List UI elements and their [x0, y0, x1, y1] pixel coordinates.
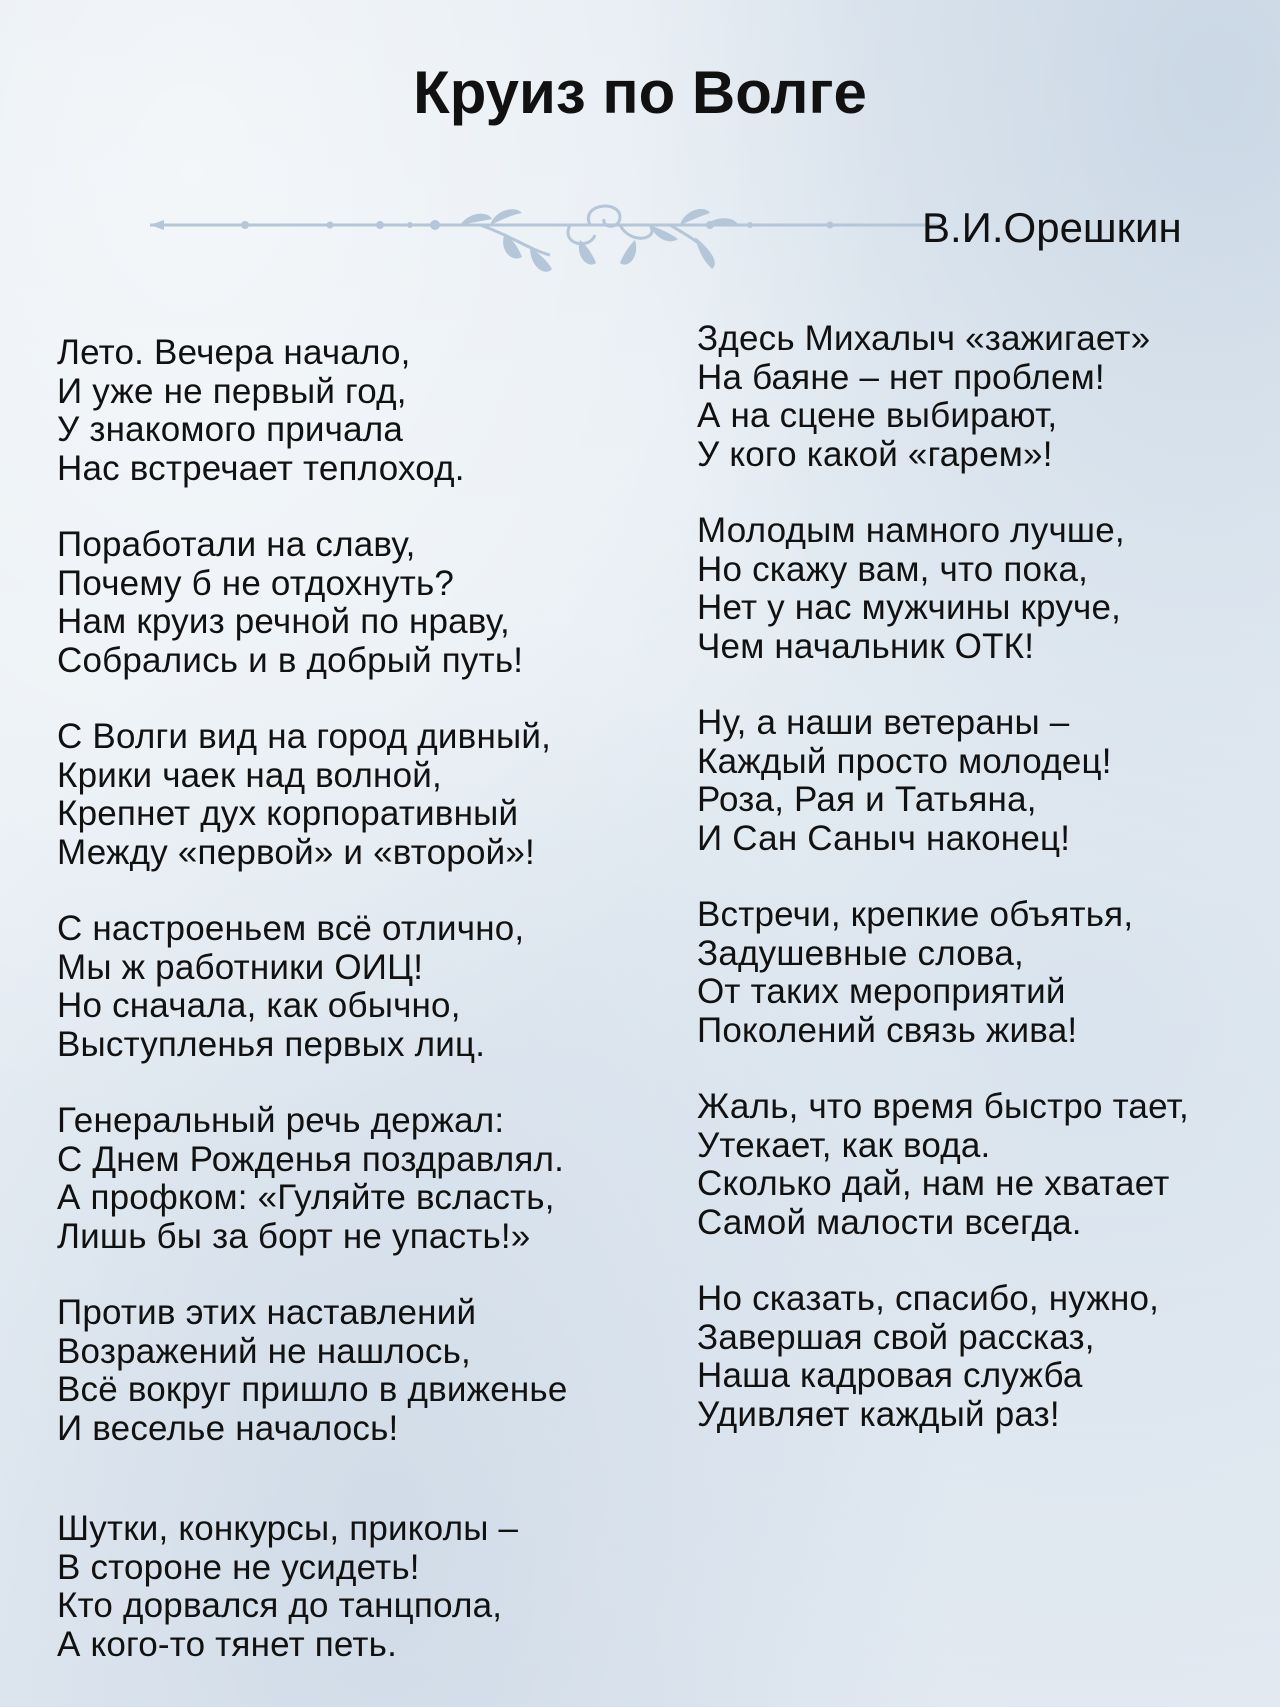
poem-line: А кого-то тянет петь. [57, 1624, 397, 1664]
poem-line: Почему б не отдохнуть? [57, 563, 455, 603]
poem-line: У кого какой «гарем»! [697, 434, 1053, 474]
poem-line: Сколько дай, нам не хватает [697, 1164, 1170, 1203]
poem-line: Но сказать, спасибо, нужно, [697, 1279, 1160, 1318]
poem-right-column [697, 320, 1277, 1472]
poem-line: И Сан Саныч наконец! [697, 818, 1071, 858]
poem-line: Роза, Рая и Татьяна, [697, 780, 1037, 819]
stanza [697, 896, 1277, 1050]
leaf-scroll-divider-icon [150, 195, 940, 295]
poem-line: Но сначала, как обычно, [57, 986, 461, 1025]
poem-line: Молодым намного лучше, [697, 511, 1125, 550]
stanza [57, 1294, 657, 1448]
stanza [697, 1088, 1277, 1242]
stanza [697, 320, 1277, 474]
stanza [697, 1280, 1277, 1434]
poem-line: На баяне – нет проблем! [697, 357, 1105, 397]
stanza [57, 910, 657, 1064]
poem-line: Чем начальник ОТК! [697, 626, 1035, 666]
poem-line: От таких мероприятий [697, 972, 1066, 1011]
poem-line: Завершая свой рассказ, [697, 1317, 1095, 1357]
poem-line: В стороне не усидеть! [57, 1547, 420, 1587]
poem-line: Задушевные слова, [697, 933, 1024, 973]
poem-line: С Днем Рожденья поздравлял. [57, 1139, 565, 1179]
poem-line: Против этих наставлений [57, 1293, 477, 1332]
poem-line: Лишь бы за борт не упасть!» [57, 1216, 531, 1256]
poem-line: Крики чаек над волной, [57, 755, 442, 795]
stanza [57, 526, 657, 680]
poem-line: Лето. Вечера начало, [57, 333, 411, 372]
poem-line: Между «первой» и «второй»! [57, 832, 535, 872]
poem-line: И веселье началось! [57, 1408, 399, 1448]
poem-line: У знакомого причала [57, 410, 404, 449]
poem-line: Крепнет дух корпоративный [57, 794, 519, 833]
poem-line: Нет у нас мужчины круче, [697, 588, 1122, 627]
poem-line: Нас встречает теплоход. [57, 448, 465, 488]
poem-line: Ну, а наши ветераны – [697, 703, 1070, 742]
poem-line: Жаль, что время быстро тает, [697, 1087, 1189, 1126]
poem-line: Шутки, конкурсы, приколы – [57, 1509, 519, 1548]
poem-line: Мы ж работники ОИЦ! [57, 947, 424, 987]
poem-line: Но скажу вам, что пока, [697, 549, 1089, 589]
poem-line: А на сцене выбирают, [697, 396, 1058, 435]
poem-line: Нам круиз речной по нраву, [57, 602, 510, 641]
poem-line: Поколений связь жива! [697, 1010, 1078, 1050]
poem-line: Здесь Михалыч «зажигает» [697, 319, 1151, 358]
poem-line: Кто дорвался до танцпола, [57, 1586, 503, 1625]
poem-line: Поработали на славу, [57, 525, 416, 564]
poem-line: Наша кадровая служба [697, 1356, 1083, 1395]
poem-line: Выступленья первых лиц. [57, 1024, 486, 1064]
page-title: Круиз по Волге [413, 59, 867, 126]
poem-line: Утекает, как вода. [697, 1125, 991, 1165]
stanza [57, 1102, 657, 1256]
poem-left-column [57, 334, 657, 1702]
poem-line: А профком: «Гуляйте всласть, [57, 1178, 555, 1217]
stanza [697, 512, 1277, 666]
poem-line: С настроеньем всё отлично, [57, 909, 525, 948]
poem-line: Собрались и в добрый путь! [57, 640, 524, 680]
stanza [57, 1510, 657, 1664]
stanza [57, 334, 657, 488]
poem-line: Удивляет каждый раз! [697, 1394, 1060, 1434]
poem-line: Возражений не нашлось, [57, 1331, 471, 1371]
poem-line: Самой малости всегда. [697, 1202, 1082, 1242]
poem-line: Каждый просто молодец! [697, 741, 1112, 781]
poem-line: С Волги вид на город дивный, [57, 717, 552, 756]
poem-line: И уже не первый год, [57, 371, 407, 411]
author-name: В.И.Орешкин [922, 204, 1182, 251]
poem-line: Генеральный речь держал: [57, 1101, 505, 1140]
poem-line: Встречи, крепкие объятья, [697, 895, 1134, 934]
stanza [57, 718, 657, 872]
stanza [697, 704, 1277, 858]
poem-line: Всё вокруг пришло в движенье [57, 1370, 568, 1409]
